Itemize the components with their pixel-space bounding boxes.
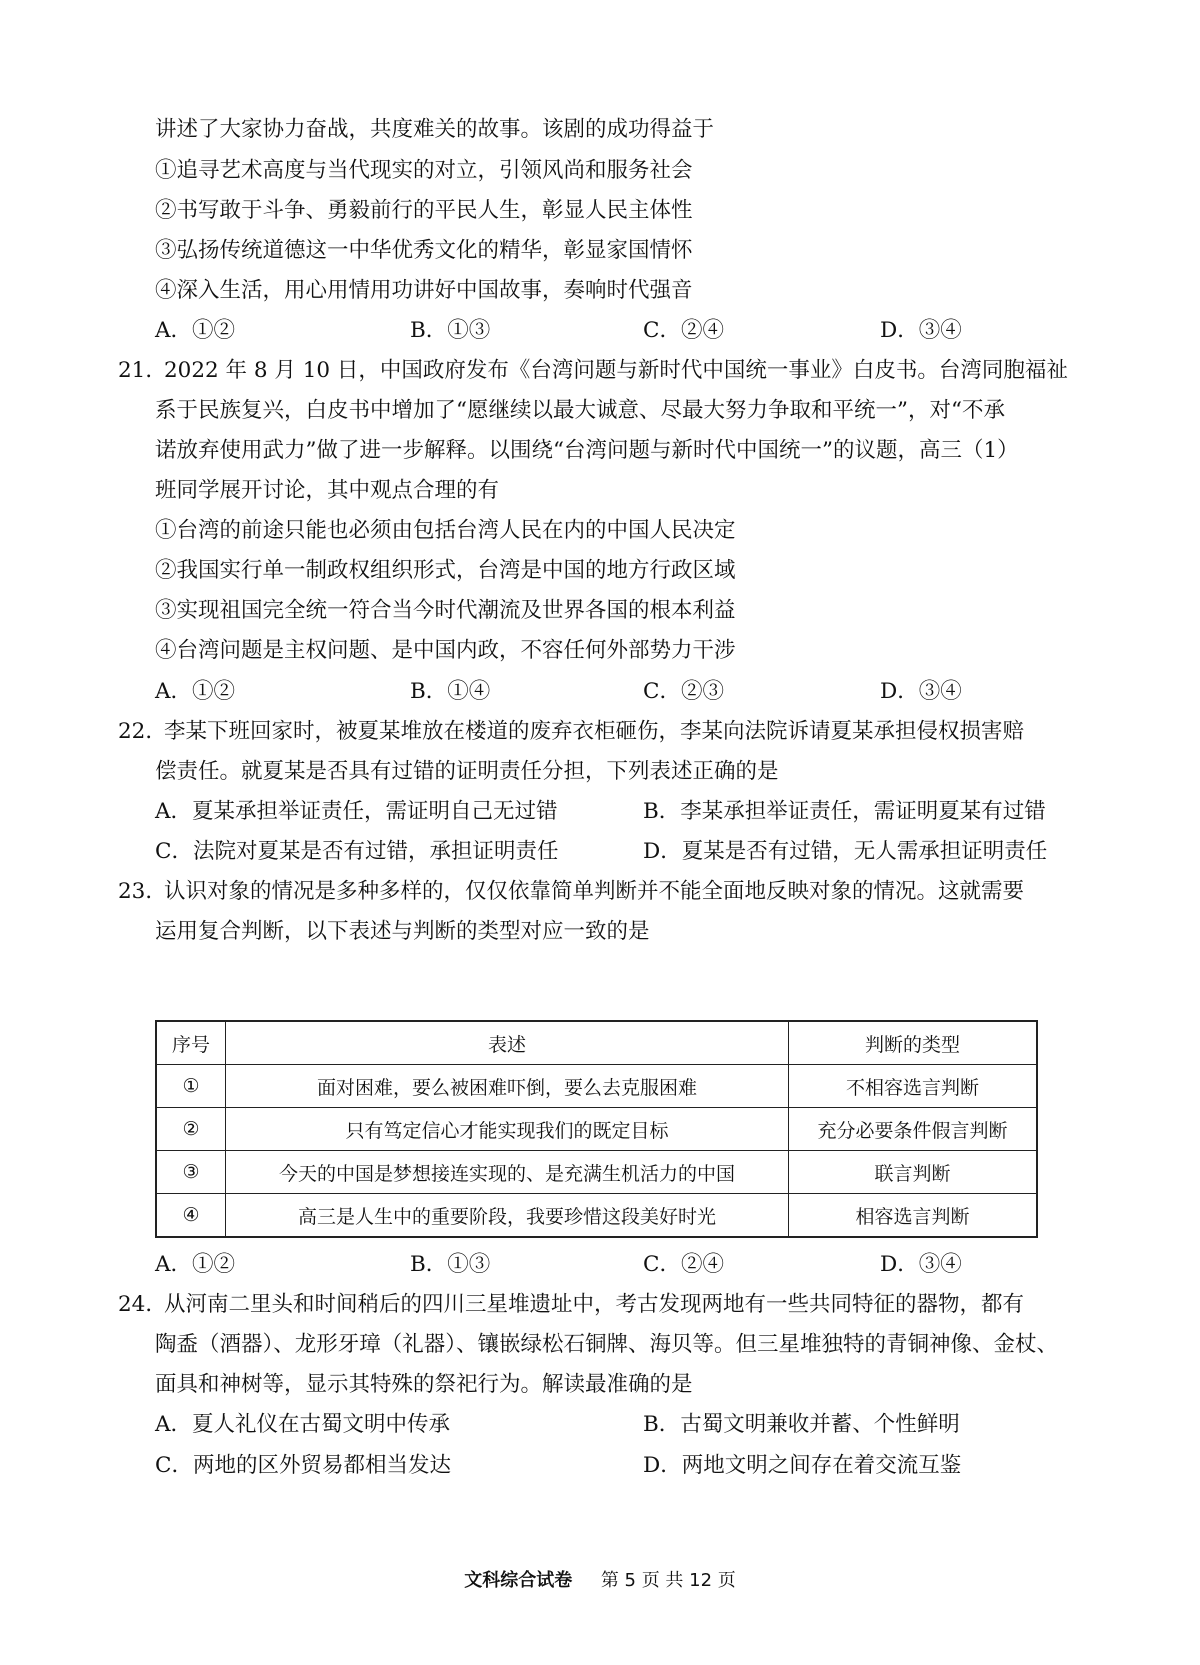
question-stem: 陶盉（酒器）、龙形牙璋（礼器）、镶嵌绿松石铜牌、海贝等。但三星堆独特的青铜神像、金杖、: [155, 1332, 1059, 1357]
question-stem: 认识对象的情况是多种多样的，仅仅依靠简单判断并不能全面地反映对象的情况。这就需要: [164, 879, 1025, 904]
statement-item: ①追寻艺术高度与当代现实的对立，引领风尚和服务社会: [155, 158, 693, 183]
table-cell: ③: [156, 1151, 226, 1194]
answer-options: [0, 837, 1200, 867]
option-d: D．夏某是否有过错，无人需承担证明责任: [643, 839, 1048, 864]
question-stem: 偿责任。就夏某是否具有过错的证明责任分担，下列表述正确的是: [155, 759, 779, 784]
option-b: B．①③: [410, 318, 491, 343]
answer-options: [0, 1250, 1200, 1280]
table-row: [156, 1108, 1037, 1151]
option-a: A．夏某承担举证责任，需证明自己无过错: [155, 799, 558, 824]
table-cell: 高三是人生中的重要阶段，我要珍惜这段美好时光: [226, 1194, 789, 1238]
option-c: C．②④: [643, 318, 724, 343]
option-b: B．①③: [410, 1252, 491, 1277]
table-header-row: [156, 1021, 1037, 1065]
option-c: C．两地的区外贸易都相当发达: [155, 1453, 451, 1478]
statement-item: ②我国实行单一制政权组织形式，台湾是中国的地方行政区域: [155, 558, 736, 583]
answer-options: [0, 677, 1200, 707]
option-d: D．③④: [880, 679, 962, 704]
option-a: A．①②: [155, 318, 236, 343]
option-a: A．①②: [155, 679, 236, 704]
statement-item: ④台湾问题是主权问题、是中国内政，不容任何外部势力干涉: [155, 638, 736, 663]
table-cell: 只有笃定信心才能实现我们的既定目标: [226, 1108, 789, 1151]
answer-options: [0, 1410, 1200, 1440]
page-footer: [0, 1568, 1200, 1594]
question-stem: 2022 年 8 月 10 日，中国政府发布《台湾问题与新时代中国统一事业》白皮书。台湾同胞福祉: [164, 358, 1068, 383]
option-c: C．②④: [643, 1252, 724, 1277]
option-b: B．①④: [410, 679, 491, 704]
option-d: D．③④: [880, 1252, 962, 1277]
statement-item: ③实现祖国完全统一符合当今时代潮流及世界各国的根本利益: [155, 598, 736, 623]
question-stem: 诺放弃使用武力”做了进一步解释。以围绕“台湾问题与新时代中国统一”的议题，高三（1）: [155, 438, 1019, 463]
question-stem: 面具和神树等，显示其特殊的祭祀行为。解读最准确的是: [155, 1372, 693, 1397]
statement-item: ②书写敢于斗争、勇毅前行的平民人生，彰显人民主体性: [155, 198, 693, 223]
statement-item: ④深入生活，用心用情用功讲好中国故事，奏响时代强音: [155, 278, 693, 303]
option-d: D．③④: [880, 318, 962, 343]
question-number: 22．: [118, 719, 167, 744]
table-cell: 不相容选言判断: [789, 1065, 1038, 1108]
answer-options: [0, 1451, 1200, 1481]
footer-subject: 文科综合试卷: [464, 1570, 573, 1591]
option-a: A．①②: [155, 1252, 236, 1277]
table-cell: 联言判断: [789, 1151, 1038, 1194]
question-number: 24．: [118, 1292, 167, 1317]
question-number: 21．: [118, 358, 167, 383]
table-row: [156, 1194, 1037, 1238]
question-number: 23．: [118, 879, 167, 904]
question-stem: 运用复合判断，以下表述与判断的类型对应一致的是: [155, 919, 650, 944]
table-cell: 相容选言判断: [789, 1194, 1038, 1238]
table-header-cell: 判断的类型: [789, 1021, 1038, 1065]
table-row: [156, 1151, 1037, 1194]
table-cell: 面对困难，要么被困难吓倒，要么去克服困难: [226, 1065, 789, 1108]
table-header-cell: 表述: [226, 1021, 789, 1065]
statement-item: ③弘扬传统道德这一中华优秀文化的精华，彰显家国情怀: [155, 238, 693, 263]
footer-page-number: 第 5 页 共 12 页: [600, 1570, 736, 1591]
answer-options: [0, 797, 1200, 827]
option-c: C．法院对夏某是否有过错，承担证明责任: [155, 839, 559, 864]
table-cell: 今天的中国是梦想接连实现的、是充满生机活力的中国: [226, 1151, 789, 1194]
question-stem: 李某下班回家时，被夏某堆放在楼道的废弃衣柜砸伤，李某向法院诉请夏某承担侵权损害赔: [164, 719, 1025, 744]
option-a: A．夏人礼仪在古蜀文明中传承: [155, 1412, 451, 1437]
question-stem: 系于民族复兴，白皮书中增加了“愿继续以最大诚意、尽最大努力争取和平统一”，对“不承: [155, 398, 1005, 423]
table-cell: ④: [156, 1194, 226, 1238]
table-cell: 充分必要条件假言判断: [789, 1108, 1038, 1151]
judgment-table: [155, 1020, 1038, 1238]
table-cell: ②: [156, 1108, 226, 1151]
statement-item: ①台湾的前途只能也必须由包括台湾人民在内的中国人民决定: [155, 518, 736, 543]
question-stem: 班同学展开讨论，其中观点合理的有: [155, 478, 500, 503]
question-stem-continued: 讲述了大家协力奋战，共度难关的故事。该剧的成功得益于: [155, 117, 715, 142]
question-stem: 从河南二里头和时间稍后的四川三星堆遗址中，考古发现两地有一些共同特征的器物，都有: [164, 1292, 1025, 1317]
answer-options: [0, 316, 1200, 346]
table-cell: ①: [156, 1065, 226, 1108]
option-b: B．古蜀文明兼收并蓄、个性鲜明: [643, 1412, 960, 1437]
table-row: [156, 1065, 1037, 1108]
table-header-cell: 序号: [156, 1021, 226, 1065]
option-d: D．两地文明之间存在着交流互鉴: [643, 1453, 962, 1478]
option-c: C．②③: [643, 679, 724, 704]
option-b: B．李某承担举证责任，需证明夏某有过错: [643, 799, 1046, 824]
